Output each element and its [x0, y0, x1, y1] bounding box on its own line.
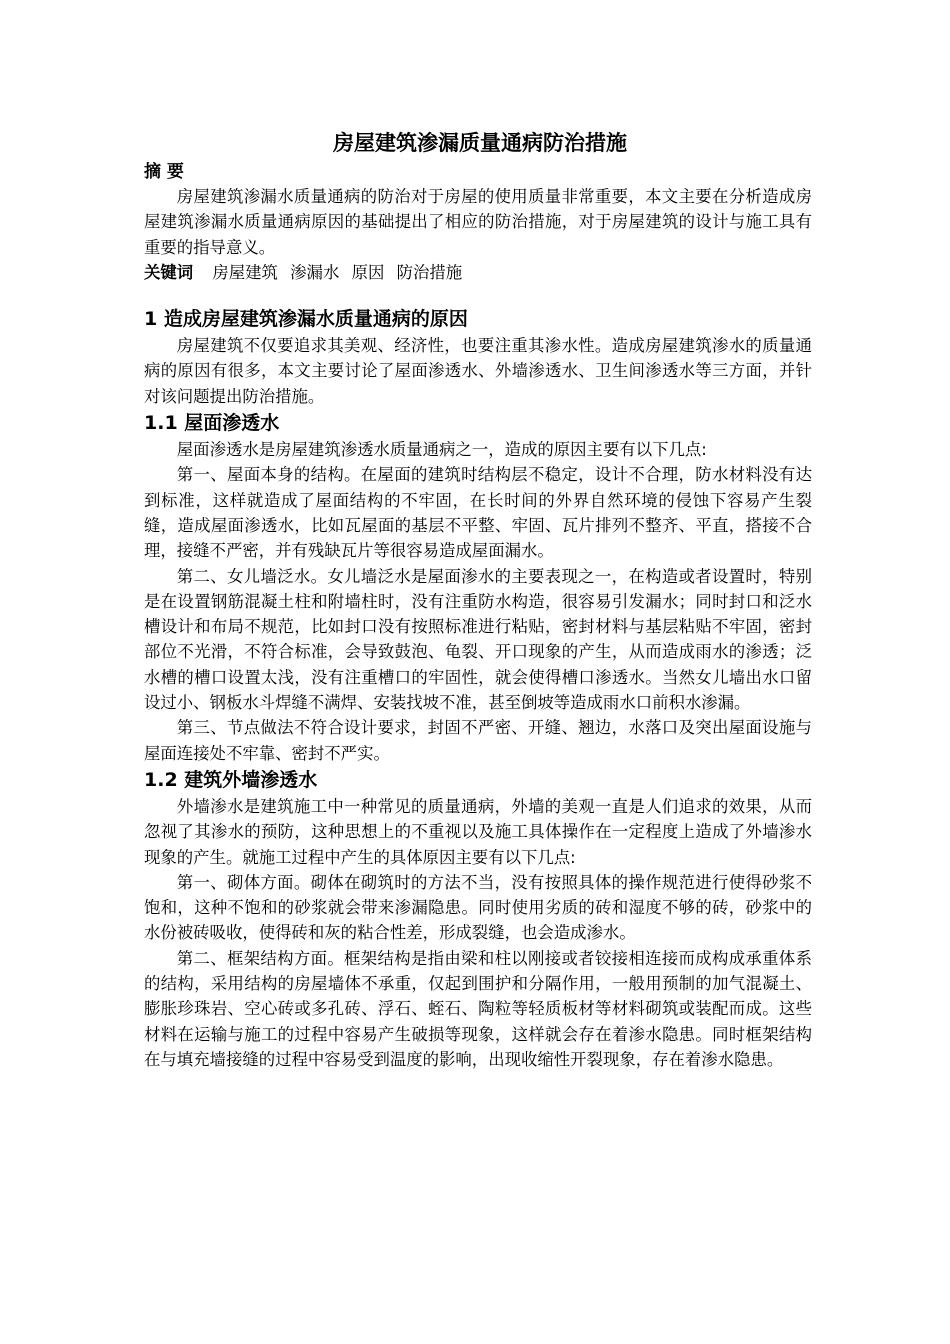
body-paragraph: 第一、屋面本身的结构。在屋面的建筑时结构层不稳定，设计不合理，防水材料没有达到标准，这样就造成了屋面结构的不牢固，在长时间的外界自然环境的侵蚀下容易产生裂缝，造成屋面渗透水，比如瓦屋面的基层不平整、牢固、瓦片排列不整齐、平直，搭接不合理，接缝不严密，并有残缺瓦片等很容易造成屋面漏水。	[144, 465, 812, 561]
body-paragraph: 屋面渗透水是房屋建筑渗透水质量通病之一，造成的原因主要有以下几点:	[176, 440, 707, 460]
abstract-text: 房屋建筑渗漏水质量通病的防治对于房屋的使用质量非常重要，本文主要在分析造成房屋建筑渗漏水质量通病原因的基础提出了相应的防治措施，对于房屋建筑的设计与施工具有重要的指导意义。	[144, 187, 812, 257]
body-paragraph: 第二、框架结构方面。框架结构是指由梁和柱以刚接或者铰接相连接而成构成承重体系的结构，采用结构的房屋墙体不承重，仅起到围护和分隔作用，一般用预制的加气混凝土、膨胀珍珠岩、空心砖或多孔砖、浮石、蛭石、陶粒等轻质板材等材料砌筑或装配而成。这些材料在运输与施工的过程中容易产生破损等现象，这样就会存在着渗水隐患。同时框架结构在与填充墙接缝的过程中容易受到温度的影响，出现收缩性开裂现象，存在着渗水隐患。	[144, 948, 812, 1069]
section-heading: 1 造成房屋建筑渗漏水质量通病的原因	[144, 308, 468, 331]
document-page	[144, 128, 812, 1072]
abstract-label: 摘 要	[144, 162, 184, 182]
body-paragraph: 第二、女儿墙泛水。女儿墙泛水是屋面渗水的主要表现之一，在构造或者设置时，特别是在设置钢筋混凝土柱和附墙柱时，没有注重防水构造，很容易引发漏水；同时封口和泛水槽设计和布局不规范，比如封口没有按照标准进行粘贴，密封材料与基层粘贴不牢固，密封部位不光滑，不符合标准，会导致鼓泡、龟裂、开口现象的产生，从而造成雨水的渗透；泛水槽的槽口设置太浅，没有注重槽口的牢固性，就会使得槽口渗透水。当然女儿墙出水口留设过小、钢板水斗焊缝不满焊、安装找坡不准，甚至倒坡等造成雨水口前积水渗漏。	[144, 566, 812, 713]
body-paragraph: 第一、砌体方面。砌体在砌筑时的方法不当，没有按照具体的操作规范进行使得砂浆不饱和，这种不饱和的砂浆就会带来渗漏隐患。同时使用劣质的砖和湿度不够的砖，砂浆中的水份被砖吸收，使得砖和灰的粘合性差，形成裂缝，也会造成渗水。	[144, 872, 812, 943]
subsection-heading: 1.2 建筑外墙渗透水	[144, 768, 318, 791]
keywords-line	[144, 260, 812, 285]
keyword-item: 原因	[351, 262, 385, 282]
keyword-item: 渗漏水	[290, 262, 340, 282]
keyword-item: 防治措施	[396, 262, 463, 282]
subsection-heading: 1.1 屋面渗透水	[144, 412, 280, 435]
body-paragraph: 第三、节点做法不符合设计要求，封固不严密、开缝、翘边，水落口及突出屋面设施与屋面连接处不牢靠、密封不严实。	[144, 718, 812, 763]
document-title: 房屋建筑渗漏质量通病防治措施	[333, 131, 627, 155]
keyword-item: 房屋建筑	[212, 262, 278, 282]
body-paragraph: 外墙渗水是建筑施工中一种常见的质量通病，外墙的美观一直是人们追求的效果，从而忽视了其渗水的预防，这种思想上的不重视以及施工具体操作在一定程度上造成了外墙渗水现象的产生。就施工过程中产生的具体原因主要有以下几点:	[144, 796, 812, 867]
keywords-label: 关键词	[144, 262, 194, 282]
section-intro-paragraph: 房屋建筑不仅要追求其美观、经济性，也要注重其渗水性。造成房屋建筑渗水的质量通病的原因有很多，本文主要讨论了屋面渗透水、外墙渗透水、卫生间渗透水等三方面，并针对该问题提出防治措施。	[144, 336, 812, 406]
